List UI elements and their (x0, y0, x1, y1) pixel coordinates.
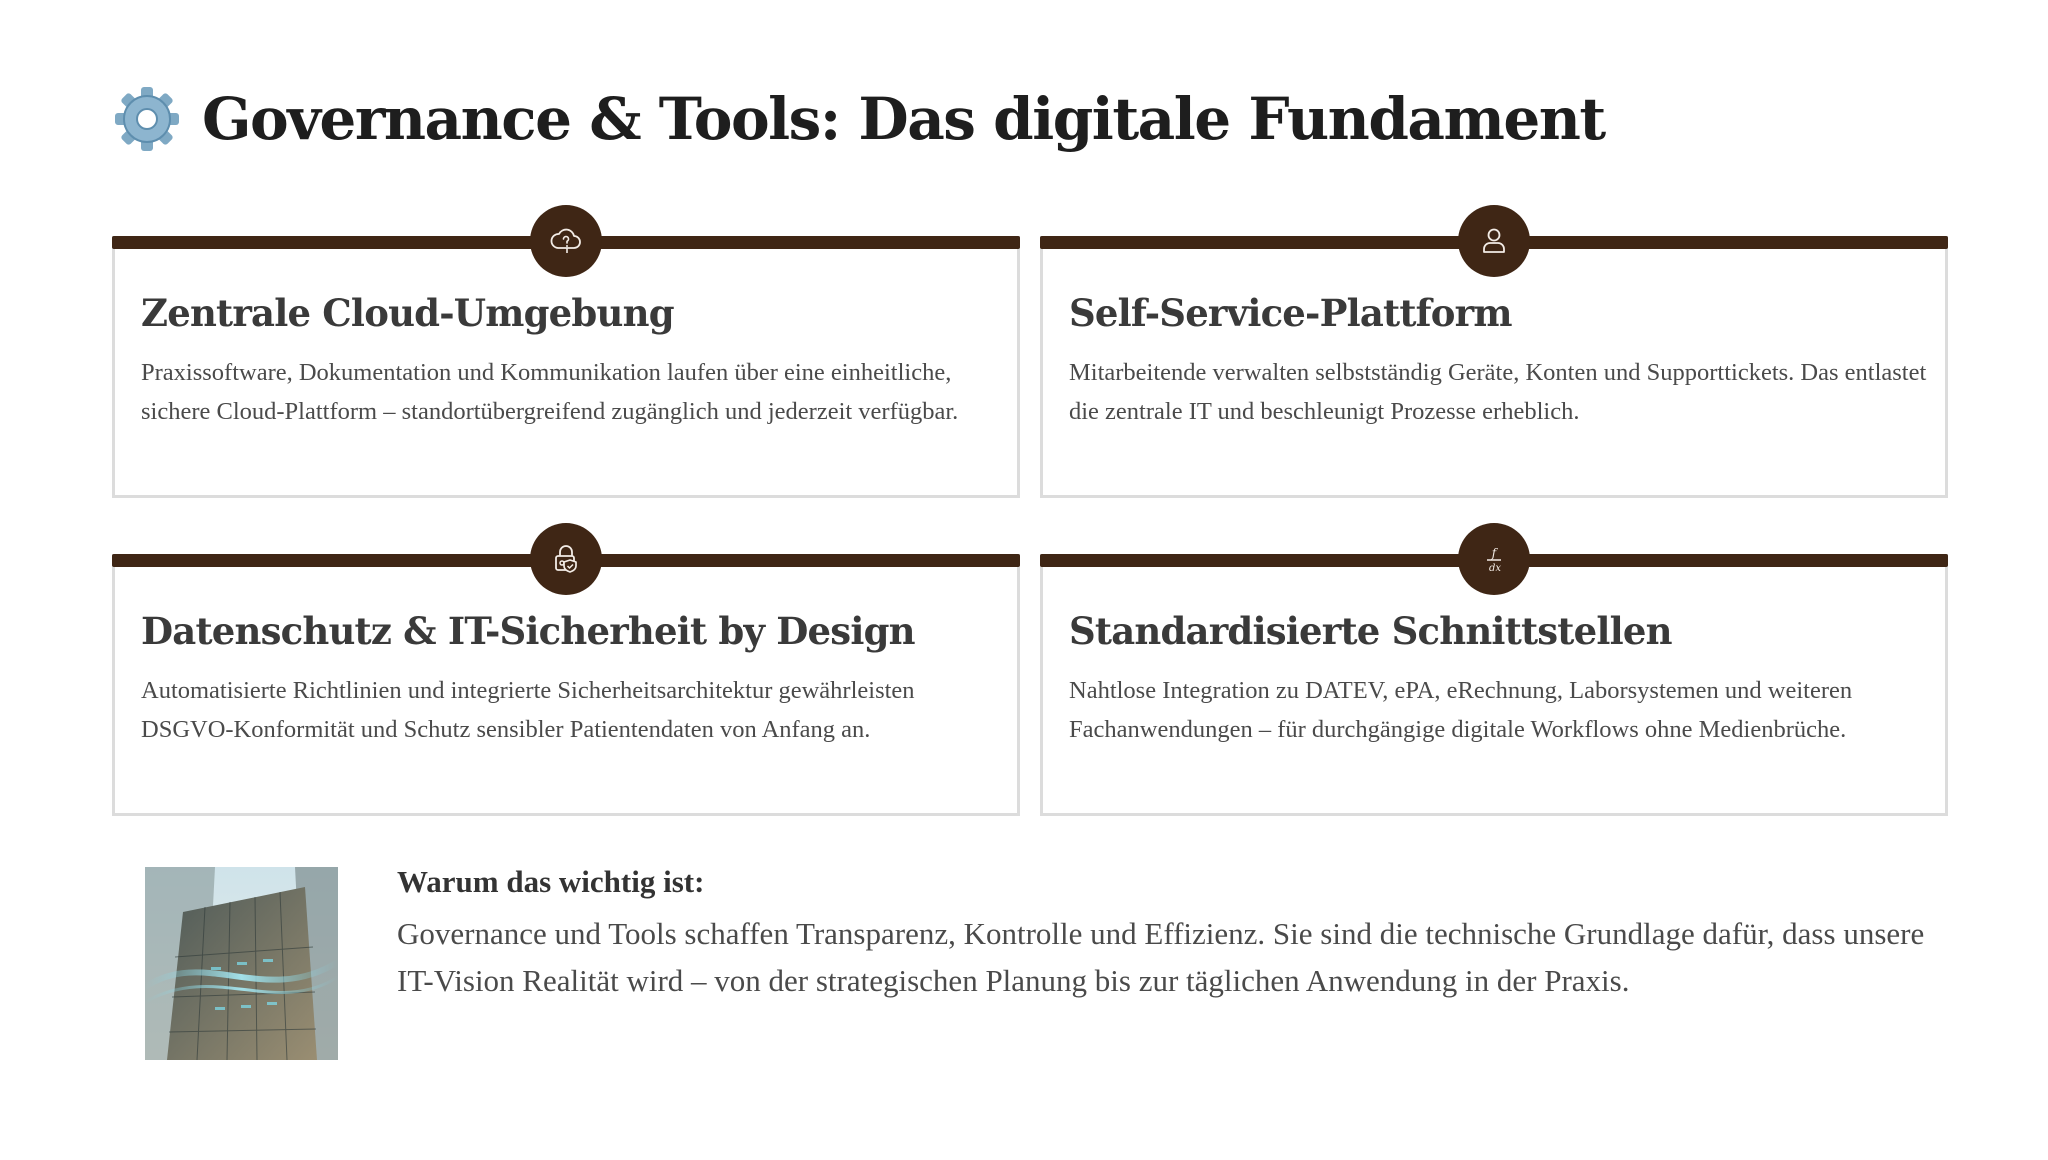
card-text: Mitarbeitende verwalten selbstständig Geräte, Konten und Supporttickets. Das entlastet die zentrale IT und beschleunigt Prozesse erheblich. (1069, 359, 1927, 425)
card-title: Self-Service-Plattform (1069, 291, 1512, 335)
title-row (112, 84, 1605, 154)
function-dx-icon (1476, 541, 1512, 577)
user-icon (1476, 223, 1512, 259)
card-badge (1458, 205, 1530, 277)
svg-text:dx: dx (1488, 563, 1502, 574)
card-interfaces (1040, 546, 1948, 816)
cloud-help-icon (548, 223, 584, 259)
gear-icon (112, 84, 182, 154)
card-title: Zentrale Cloud-Umgebung (141, 291, 674, 335)
card-title: Datenschutz & IT-Sicherheit by Design (141, 609, 915, 653)
page-title: Governance & Tools: Das digitale Fundament (202, 85, 1605, 153)
card-cloud-environment (112, 236, 1020, 498)
why-text: Governance und Tools schaffen Transparenz, Kontrolle und Effizienz. Sie sind die technische Grundlage dafür, dass unsere IT-Vision Realität wird – von der strategischen Planung bis zur täglichen Anwendung in der Praxis. (397, 916, 1925, 998)
datacenter-image (145, 867, 338, 1060)
card-badge (530, 523, 602, 595)
card-badge (1458, 523, 1530, 595)
lock-shield-icon (548, 541, 584, 577)
card-self-service (1040, 236, 1948, 498)
why-heading: Warum das wichtig ist: (397, 864, 705, 899)
svg-text:f: f (1491, 546, 1497, 560)
card-privacy-security (112, 554, 1020, 816)
card-text: Automatisierte Richtlinien und integrierte Sicherheitsarchitektur gewährleisten DSGVO-Konformität und Schutz sensibler Patientendaten von Anfang an. (141, 677, 915, 743)
card-title: Standardisierte Schnittstellen (1069, 609, 1672, 653)
card-text: Praxissoftware, Dokumentation und Kommunikation laufen über eine einheitliche, sichere Cloud-Plattform – standortübergreifend zugänglich und jederzeit verfügbar. (141, 359, 959, 425)
card-badge (530, 205, 602, 277)
card-text: Nahtlose Integration zu DATEV, ePA, eRechnung, Laborsystemen und weiteren Fachanwendungen – für durchgängige digitale Workflows ohne Medienbrüche. (1069, 677, 1853, 743)
